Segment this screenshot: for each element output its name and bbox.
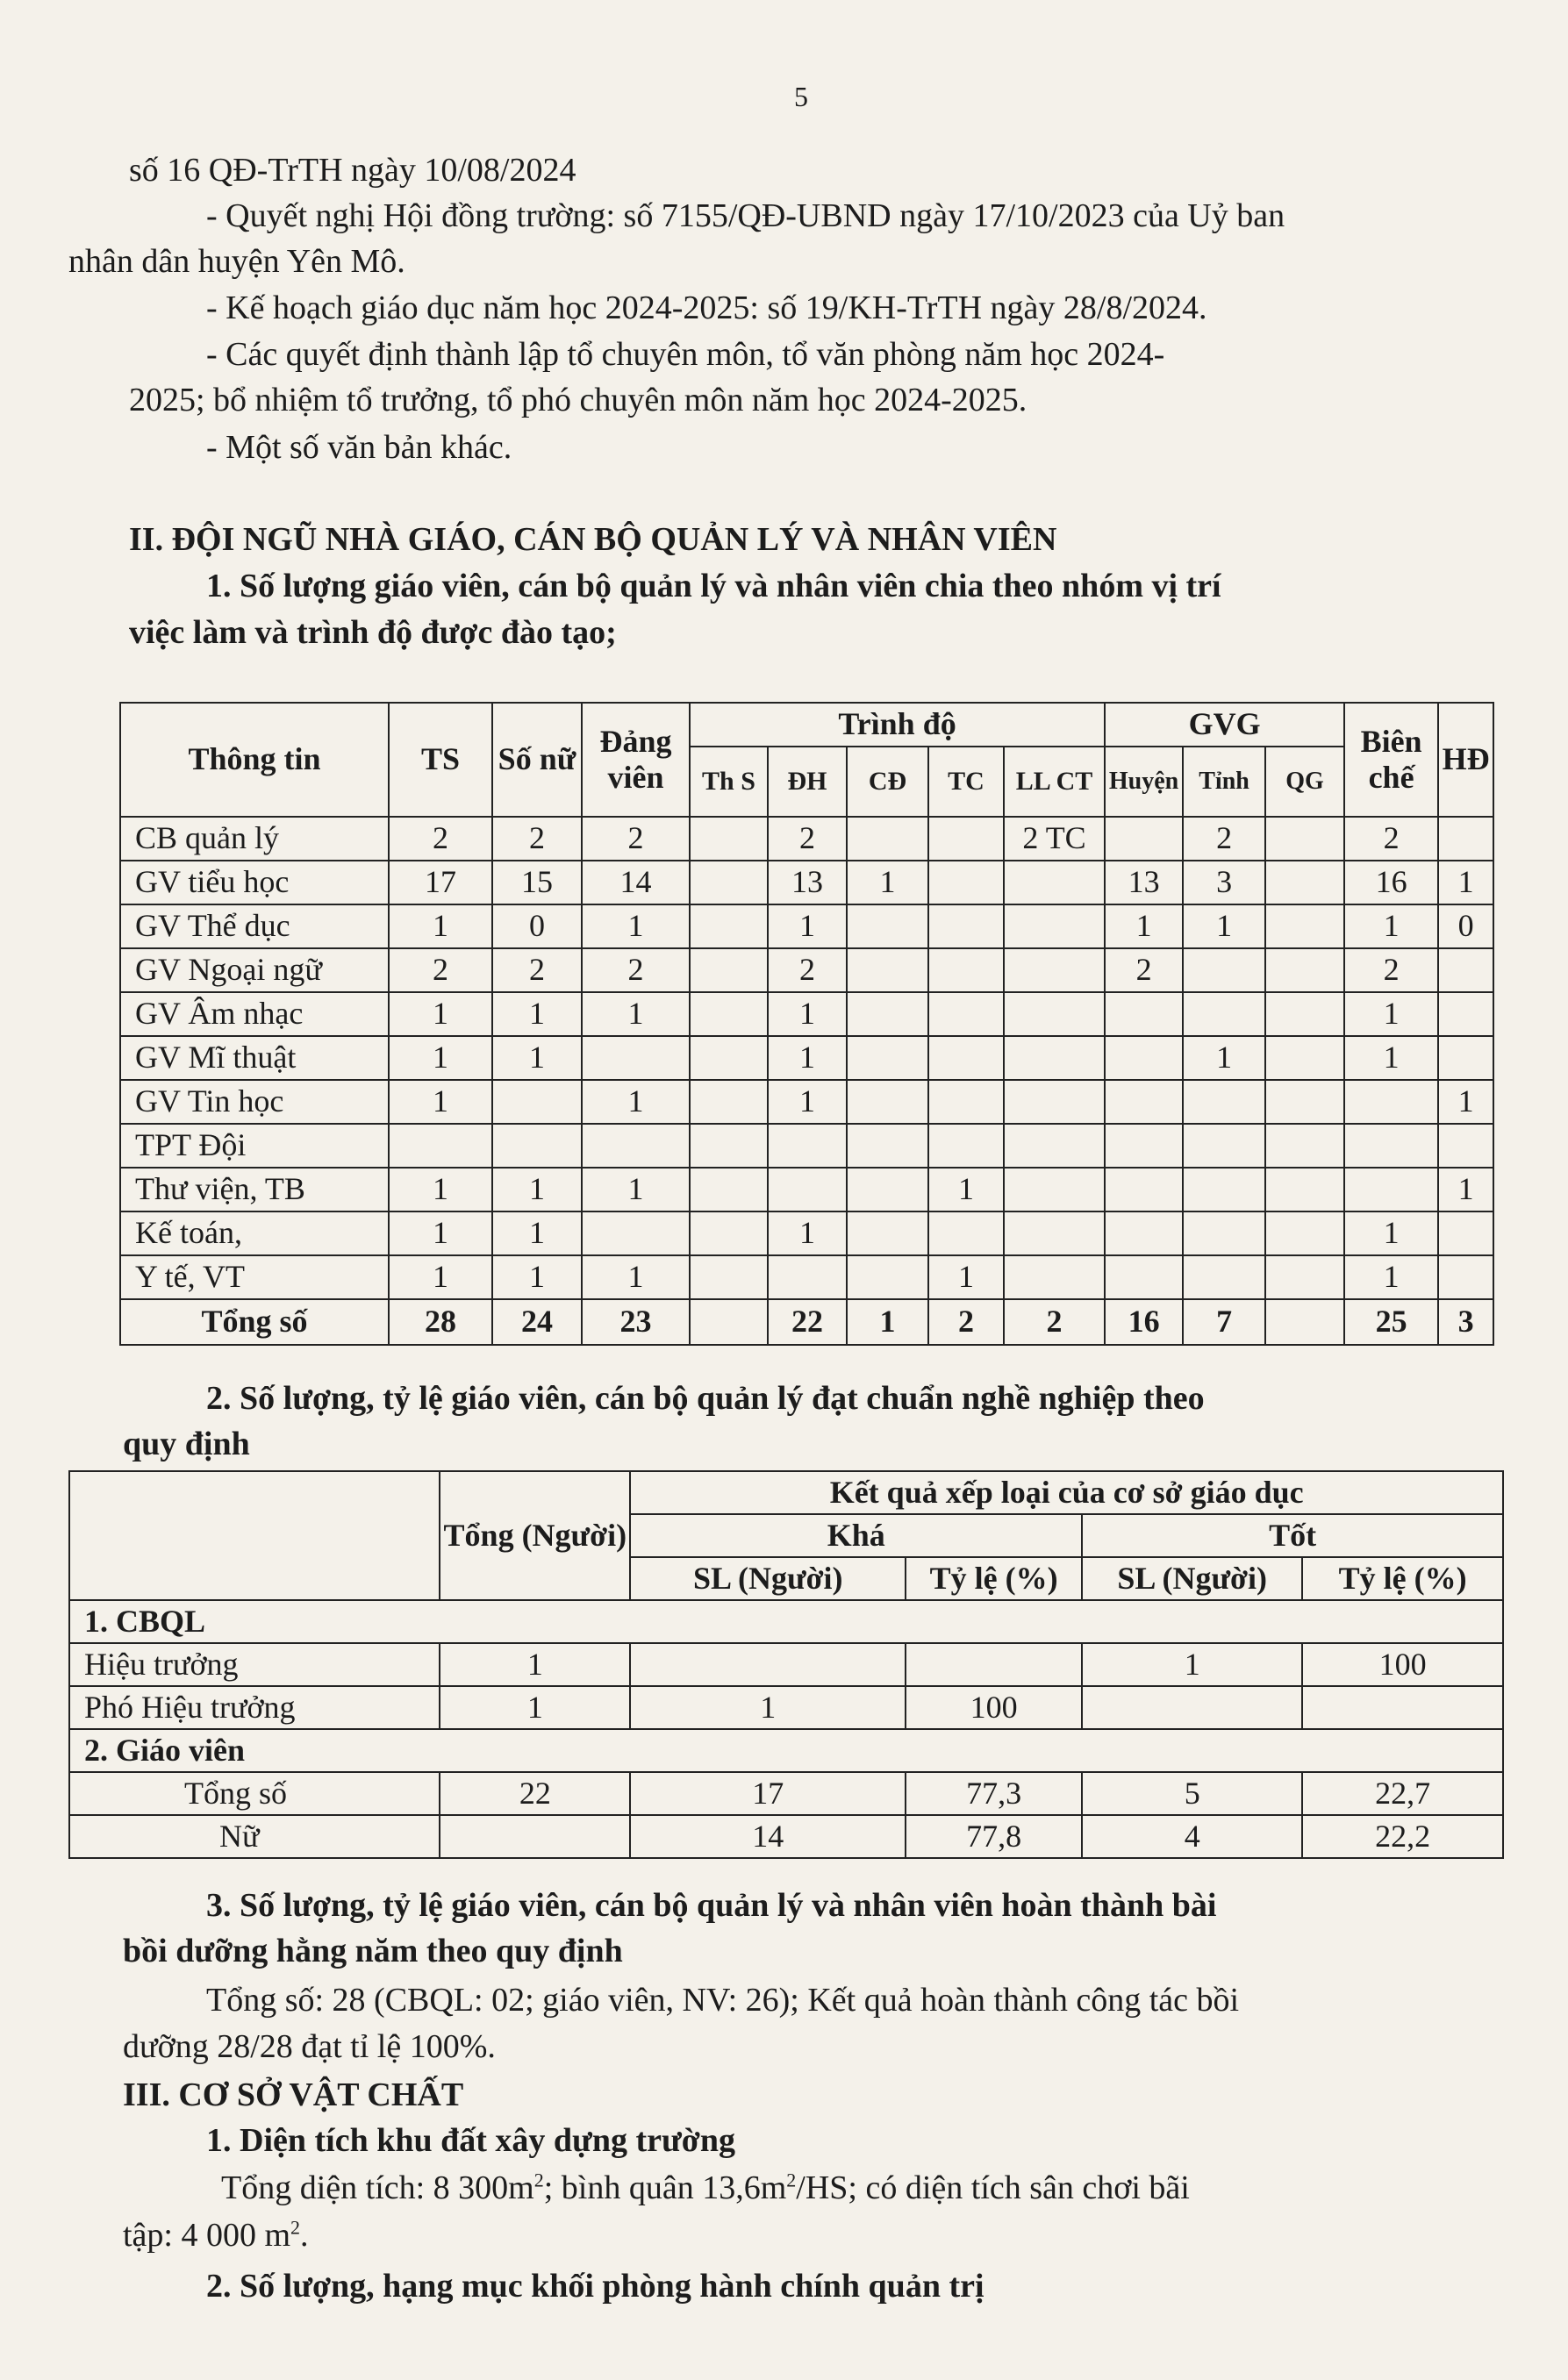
- table-cell: [928, 904, 1004, 948]
- total-cell: 16: [1105, 1299, 1183, 1345]
- table-cell: 1: [1183, 904, 1265, 948]
- table-cell: 13: [1105, 861, 1183, 904]
- table-cell: 2 TC: [1004, 817, 1105, 861]
- table-cell: [630, 1643, 906, 1686]
- table-cell: [690, 1036, 768, 1080]
- table-cell: 15: [492, 861, 582, 904]
- section-heading: III. CƠ SỞ VẬT CHẤT: [123, 2076, 464, 2113]
- header-llct: LL CT: [1004, 747, 1105, 817]
- row-label: Hiệu trưởng: [69, 1643, 440, 1686]
- table-cell: 16: [1344, 861, 1438, 904]
- table-cell: 2: [492, 817, 582, 861]
- table-cell: [1082, 1686, 1302, 1729]
- table-cell: [582, 1211, 690, 1255]
- table-cell: [928, 861, 1004, 904]
- staff-table: [119, 702, 1494, 1346]
- total-cell: 2: [1004, 1299, 1105, 1345]
- table-cell: [1265, 904, 1344, 948]
- table-cell: 1: [492, 1168, 582, 1211]
- group-row: [69, 1729, 1503, 1772]
- table-row: [120, 1036, 1493, 1080]
- table-cell: [690, 948, 768, 992]
- header-sl-kha: SL (Người): [630, 1557, 906, 1600]
- table-cell: 1: [1438, 1080, 1493, 1124]
- table-cell: [1438, 1211, 1493, 1255]
- header-result: Kết quả xếp loại của cơ sở giáo dục: [630, 1471, 1503, 1514]
- table-cell: 1: [1344, 1211, 1438, 1255]
- intro-line: - Kế hoạch giáo dục năm học 2024-2025: số 19/KH-TrTH ngày 28/8/2024.: [206, 289, 1207, 326]
- table-cell: [847, 817, 928, 861]
- group-label: 1. CBQL: [69, 1600, 1503, 1643]
- intro-line: - Quyết nghị Hội đồng trường: số 7155/QĐ-UBND ngày 17/10/2023 của Uỷ ban: [206, 197, 1285, 234]
- paragraph: Tổng diện tích: 8 $300m^2$; bình quân $13,6m^2/HS$; có diện tích sân chơi bãi: [221, 2169, 1190, 2206]
- table-cell: [1438, 1124, 1493, 1168]
- table-cell: [1105, 1255, 1183, 1299]
- table-cell: 2: [1344, 817, 1438, 861]
- total-cell: [1265, 1299, 1344, 1345]
- table-row: [120, 861, 1493, 904]
- table-row: [120, 1255, 1493, 1299]
- table-row: [120, 817, 1493, 861]
- table-cell: [847, 992, 928, 1036]
- table-cell: [847, 1255, 928, 1299]
- table-cell: 1: [492, 1036, 582, 1080]
- table-cell: 2: [1105, 948, 1183, 992]
- table-cell: 1: [389, 1255, 492, 1299]
- table-cell: 1: [1105, 904, 1183, 948]
- header-trinh-do: Trình độ: [690, 703, 1105, 747]
- header-qg: QG: [1265, 747, 1344, 817]
- table-cell: [1105, 817, 1183, 861]
- row-label: Phó Hiệu trưởng: [69, 1686, 440, 1729]
- subsection-heading: quy định: [123, 1426, 250, 1462]
- table-cell: 2: [582, 817, 690, 861]
- table-cell: 1: [389, 1168, 492, 1211]
- table-row: [120, 992, 1493, 1036]
- table-cell: 1: [582, 1255, 690, 1299]
- table-cell: 5: [1082, 1772, 1302, 1815]
- table-cell: 22,2: [1302, 1815, 1503, 1858]
- table-cell: [847, 1036, 928, 1080]
- table-cell: [389, 1124, 492, 1168]
- table-row: [69, 1686, 1503, 1729]
- table-cell: 2: [1344, 948, 1438, 992]
- total-cell: 7: [1183, 1299, 1265, 1345]
- table-cell: [847, 1124, 928, 1168]
- table-cell: [768, 1168, 847, 1211]
- table-row: [120, 948, 1493, 992]
- table-cell: 100: [1302, 1643, 1503, 1686]
- table-cell: 1: [389, 1036, 492, 1080]
- table-cell: 2: [582, 948, 690, 992]
- table-cell: [690, 1255, 768, 1299]
- table-cell: [582, 1124, 690, 1168]
- table-cell: [1004, 948, 1105, 992]
- total-cell: 22: [768, 1299, 847, 1345]
- row-label: GV tiểu học: [120, 861, 389, 904]
- table-cell: [928, 992, 1004, 1036]
- subsection-heading: 2. Số lượng, tỷ lệ giáo viên, cán bộ quản lý đạt chuẩn nghề nghiệp theo: [206, 1380, 1205, 1417]
- table-cell: [1344, 1124, 1438, 1168]
- table-cell: 0: [1438, 904, 1493, 948]
- table-cell: [1438, 948, 1493, 992]
- table-cell: 1: [582, 1080, 690, 1124]
- paragraph: Tổng số: 28 (CBQL: 02; giáo viên, NV: 26); Kết quả hoàn thành công tác bồi: [206, 1982, 1240, 2019]
- row-label: Kế toán,: [120, 1211, 389, 1255]
- table-cell: 1: [440, 1643, 630, 1686]
- table-cell: 1: [1438, 861, 1493, 904]
- subsection-heading: 1. Số lượng giáo viên, cán bộ quản lý và nhân viên chia theo nhóm vị trí: [206, 568, 1221, 604]
- table-cell: 1: [389, 1211, 492, 1255]
- table-cell: [690, 861, 768, 904]
- header-info: Thông tin: [120, 703, 389, 817]
- table-cell: 1: [1082, 1643, 1302, 1686]
- header-tot: Tốt: [1082, 1514, 1503, 1557]
- table-cell: [1183, 992, 1265, 1036]
- header-total: Tổng (Người): [440, 1471, 630, 1600]
- table-cell: [1105, 1211, 1183, 1255]
- table-cell: 1: [1344, 1255, 1438, 1299]
- row-label: TPT Đội: [120, 1124, 389, 1168]
- table-cell: 1: [1344, 1036, 1438, 1080]
- table-cell: 1: [928, 1168, 1004, 1211]
- table-cell: [1004, 904, 1105, 948]
- table-row: [120, 904, 1493, 948]
- paragraph: tập: 4 000 $m^2$.: [123, 2216, 309, 2254]
- table-cell: 22,7: [1302, 1772, 1503, 1815]
- table-cell: 2: [768, 817, 847, 861]
- table-cell: 13: [768, 861, 847, 904]
- table-cell: [928, 817, 1004, 861]
- table-row: [69, 1772, 1503, 1815]
- table-cell: 2: [1183, 817, 1265, 861]
- table-cell: [1183, 1255, 1265, 1299]
- table-cell: 2: [389, 948, 492, 992]
- table-cell: [1265, 1036, 1344, 1080]
- table-cell: [1265, 861, 1344, 904]
- header-hd: HĐ: [1438, 703, 1493, 817]
- table-cell: [1105, 1036, 1183, 1080]
- table-cell: 17: [389, 861, 492, 904]
- row-label: Nữ: [69, 1815, 440, 1858]
- intro-line: nhân dân huyện Yên Mô.: [68, 243, 405, 280]
- group-label: 2. Giáo viên: [69, 1729, 1503, 1772]
- table-cell: [1302, 1686, 1503, 1729]
- table-cell: [1004, 1124, 1105, 1168]
- header-dh: ĐH: [768, 747, 847, 817]
- table-cell: [1265, 992, 1344, 1036]
- table-cell: [1183, 1124, 1265, 1168]
- table-cell: 1: [389, 992, 492, 1036]
- row-label: GV Ngoại ngữ: [120, 948, 389, 992]
- table-cell: [928, 1080, 1004, 1124]
- subsection-heading: 2. Số lượng, hạng mục khối phòng hành chính quản trị: [206, 2268, 984, 2305]
- total-label: Tổng số: [120, 1299, 389, 1345]
- row-label: CB quản lý: [120, 817, 389, 861]
- total-cell: 28: [389, 1299, 492, 1345]
- table-cell: [1004, 1036, 1105, 1080]
- table-cell: [690, 904, 768, 948]
- table-cell: [1105, 1124, 1183, 1168]
- table-cell: [928, 1124, 1004, 1168]
- table-cell: 1: [768, 992, 847, 1036]
- table-cell: 77,3: [906, 1772, 1082, 1815]
- table-cell: 1: [768, 1036, 847, 1080]
- table-cell: [1004, 1255, 1105, 1299]
- subsection-heading: 3. Số lượng, tỷ lệ giáo viên, cán bộ quản lý và nhân viên hoàn thành bài: [206, 1887, 1217, 1924]
- table-cell: [1265, 1124, 1344, 1168]
- table-cell: 1: [582, 1168, 690, 1211]
- table-cell: 1: [492, 992, 582, 1036]
- total-cell: 25: [1344, 1299, 1438, 1345]
- table-cell: 1: [389, 904, 492, 948]
- table-row: [120, 1168, 1493, 1211]
- table-cell: 17: [630, 1772, 906, 1815]
- header-ths: Th S: [690, 747, 768, 817]
- table-cell: [847, 904, 928, 948]
- table-cell: 1: [1344, 904, 1438, 948]
- table-cell: [492, 1080, 582, 1124]
- table-cell: [690, 1211, 768, 1255]
- header-cd: CĐ: [847, 747, 928, 817]
- table-cell: 1: [1183, 1036, 1265, 1080]
- total-cell: [690, 1299, 768, 1345]
- header-tc: TC: [928, 747, 1004, 817]
- table-cell: 2: [768, 948, 847, 992]
- table-cell: [1105, 1080, 1183, 1124]
- table-cell: [847, 1080, 928, 1124]
- table-cell: [1265, 1080, 1344, 1124]
- table-cell: [847, 1211, 928, 1255]
- table-cell: 1: [492, 1211, 582, 1255]
- table-cell: 1: [582, 992, 690, 1036]
- table-cell: 1: [847, 861, 928, 904]
- table-cell: [1004, 1168, 1105, 1211]
- table-cell: 100: [906, 1686, 1082, 1729]
- table-cell: 1: [440, 1686, 630, 1729]
- table-cell: [1438, 1255, 1493, 1299]
- table-cell: 1: [768, 904, 847, 948]
- row-label: Tổng số: [69, 1772, 440, 1815]
- table-cell: [690, 1080, 768, 1124]
- header-sl-tot: SL (Người): [1082, 1557, 1302, 1600]
- header-tyle-tot: Tỷ lệ (%): [1302, 1557, 1503, 1600]
- table-cell: [1105, 1168, 1183, 1211]
- table-cell: [1438, 1036, 1493, 1080]
- table-cell: [1265, 817, 1344, 861]
- table-cell: [1183, 1080, 1265, 1124]
- table-row: [120, 1080, 1493, 1124]
- table-row: [69, 1815, 1503, 1858]
- table-cell: 0: [492, 904, 582, 948]
- table-cell: [1183, 1168, 1265, 1211]
- row-label: GV Tin học: [120, 1080, 389, 1124]
- table-cell: [582, 1036, 690, 1080]
- subsection-heading: việc làm và trình độ được đào tạo;: [129, 614, 617, 651]
- table-cell: [1265, 1211, 1344, 1255]
- table-cell: 1: [928, 1255, 1004, 1299]
- table-cell: [1344, 1168, 1438, 1211]
- table-cell: [1004, 861, 1105, 904]
- table-cell: [1265, 948, 1344, 992]
- table-cell: 1: [768, 1080, 847, 1124]
- table-cell: [928, 948, 1004, 992]
- total-cell: 3: [1438, 1299, 1493, 1345]
- header-gvg: GVG: [1105, 703, 1344, 747]
- paragraph: dưỡng 28/28 đạt tỉ lệ 100%.: [123, 2028, 496, 2065]
- table-cell: [1183, 1211, 1265, 1255]
- header-dang-vien: Đảng viên: [582, 703, 690, 817]
- table-cell: [1344, 1080, 1438, 1124]
- table-cell: [1438, 817, 1493, 861]
- header-tinh: Tỉnh: [1183, 747, 1265, 817]
- table-cell: 1: [389, 1080, 492, 1124]
- table-cell: [768, 1255, 847, 1299]
- header-so-nu: Số nữ: [492, 703, 582, 817]
- table-cell: 1: [768, 1211, 847, 1255]
- table-cell: [906, 1643, 1082, 1686]
- total-cell: 24: [492, 1299, 582, 1345]
- table-cell: [440, 1815, 630, 1858]
- table-cell: [492, 1124, 582, 1168]
- header-kha: Khá: [630, 1514, 1082, 1557]
- total-row: [120, 1299, 1493, 1345]
- table-cell: 14: [582, 861, 690, 904]
- section-heading: II. ĐỘI NGŨ NHÀ GIÁO, CÁN BỘ QUẢN LÝ VÀ NHÂN VIÊN: [129, 521, 1057, 558]
- row-label: GV Thể dục: [120, 904, 389, 948]
- table-cell: 3: [1183, 861, 1265, 904]
- page-number: 5: [794, 81, 808, 112]
- row-label: GV Mĩ thuật: [120, 1036, 389, 1080]
- table-cell: [1265, 1168, 1344, 1211]
- group-row: [69, 1600, 1503, 1643]
- intro-line: - Các quyết định thành lập tổ chuyên môn, tổ văn phòng năm học 2024-: [206, 336, 1165, 373]
- row-label: Y tế, VT: [120, 1255, 389, 1299]
- table-cell: [1004, 992, 1105, 1036]
- table-cell: 1: [1438, 1168, 1493, 1211]
- table-cell: [1183, 948, 1265, 992]
- standard-table: [68, 1470, 1504, 1859]
- table-cell: [1438, 992, 1493, 1036]
- table-cell: [1105, 992, 1183, 1036]
- table-cell: [690, 1124, 768, 1168]
- table-cell: [928, 1036, 1004, 1080]
- row-label: Thư viện, TB: [120, 1168, 389, 1211]
- table-cell: 1: [492, 1255, 582, 1299]
- table-cell: 1: [1344, 992, 1438, 1036]
- table-cell: [690, 992, 768, 1036]
- row-label: GV Âm nhạc: [120, 992, 389, 1036]
- table-cell: 77,8: [906, 1815, 1082, 1858]
- table-cell: [1265, 1255, 1344, 1299]
- total-cell: 23: [582, 1299, 690, 1345]
- table-cell: [690, 1168, 768, 1211]
- table-cell: 2: [492, 948, 582, 992]
- intro-line: - Một số văn bản khác.: [206, 429, 512, 466]
- subsection-heading: 1. Diện tích khu đất xây dựng trường: [206, 2122, 735, 2159]
- table-row: [120, 1211, 1493, 1255]
- header-huyen: Huyện: [1105, 747, 1183, 817]
- table-cell: [690, 817, 768, 861]
- table-row: [69, 1643, 1503, 1686]
- table-cell: [928, 1211, 1004, 1255]
- intro-line: số 16 QĐ-TrTH ngày 10/08/2024: [129, 152, 576, 189]
- header-tyle-kha: Tỷ lệ (%): [906, 1557, 1082, 1600]
- table-cell: [847, 1168, 928, 1211]
- table-row: [120, 1124, 1493, 1168]
- table-cell: [1004, 1211, 1105, 1255]
- table-cell: [1004, 1080, 1105, 1124]
- table-cell: 1: [582, 904, 690, 948]
- total-cell: 2: [928, 1299, 1004, 1345]
- table-cell: 22: [440, 1772, 630, 1815]
- table-cell: [847, 948, 928, 992]
- table-cell: 2: [389, 817, 492, 861]
- header-ts: TS: [389, 703, 492, 817]
- header-bien-che: Biên chế: [1344, 703, 1438, 817]
- table-cell: 14: [630, 1815, 906, 1858]
- table-cell: [768, 1124, 847, 1168]
- intro-line: 2025; bổ nhiệm tổ trưởng, tổ phó chuyên môn năm học 2024-2025.: [129, 382, 1027, 418]
- table-cell: 1: [630, 1686, 906, 1729]
- table-cell: 4: [1082, 1815, 1302, 1858]
- total-cell: 1: [847, 1299, 928, 1345]
- subsection-heading: bồi dưỡng hằng năm theo quy định: [123, 1933, 623, 1969]
